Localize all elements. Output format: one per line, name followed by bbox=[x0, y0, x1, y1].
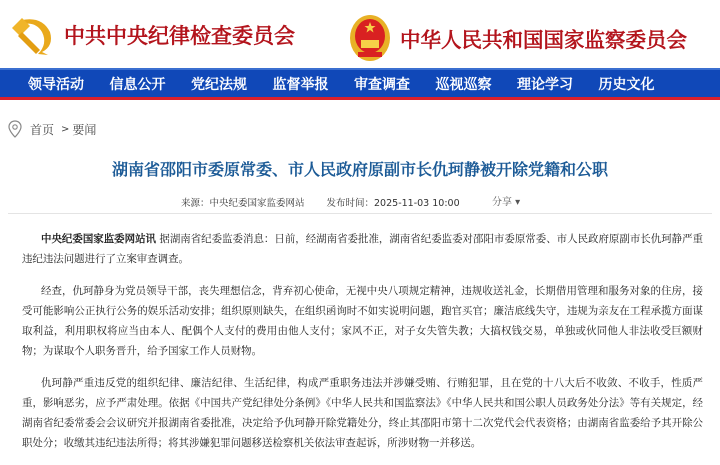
article-time: 发布时间：2025-11-03 10:00 bbox=[326, 198, 460, 209]
org-logo-link-ccdi[interactable] bbox=[8, 14, 295, 56]
paragraph: 经查，仇珂静身为党员领导干部，丧失理想信念，背弃初心使命，无视中央八项规定精神，违规收送礼金，长期借用管理和服务对象的住房，接受可能影响公正执行公务的娱乐活动安排；组织原则缺失，在组织函询时不如实说明问题，跑官买官；廉洁底线失守，违规为亲友在工程承揽方面谋取利益，利用职权将应当由本人、配偶个人支付的费用由他人支付；家风不正，对子女失管失教；大搞权钱交易，单独或伙同他人非法收受巨额财物；为谋取个人职务晋升，给予国家工作人员财物。 bbox=[22, 285, 703, 357]
org-logo-link-nsc[interactable] bbox=[348, 14, 687, 62]
breadcrumb-home[interactable]: 首页 bbox=[30, 122, 55, 137]
article-meta bbox=[181, 195, 460, 209]
nav-item-info-disclosure[interactable]: 信息公开 bbox=[109, 76, 166, 93]
main-nav bbox=[0, 68, 720, 97]
breadcrumb-current[interactable]: 要闻 bbox=[72, 122, 97, 137]
nav-item-leadership[interactable]: 领导活动 bbox=[28, 76, 84, 93]
location-pin-icon bbox=[8, 120, 22, 138]
org-title-nsc: 中华人民共和国国家监察委员会 bbox=[400, 28, 687, 52]
nav-item-regulations[interactable]: 党纪法规 bbox=[191, 76, 247, 93]
divider bbox=[8, 213, 712, 214]
breadcrumb-separator: > bbox=[61, 123, 70, 135]
nav-item-history[interactable]: 历史文化 bbox=[598, 76, 655, 93]
article-body bbox=[22, 229, 703, 465]
lead-source: 中央纪委国家监委网站讯 bbox=[41, 233, 157, 245]
nav-item-inspection[interactable]: 巡视巡察 bbox=[435, 76, 492, 93]
share-dropdown[interactable]: 分享 ▾ bbox=[492, 197, 521, 208]
breadcrumb bbox=[8, 120, 100, 138]
nav-divider bbox=[0, 97, 720, 100]
nav-item-investigation[interactable]: 审查调查 bbox=[354, 76, 410, 93]
nav-item-report[interactable]: 监督举报 bbox=[272, 76, 329, 93]
paragraph bbox=[22, 229, 703, 269]
paragraph: 仇珂静严重违反党的组织纪律、廉洁纪律、生活纪律，构成严重职务违法并涉嫌受贿、行贿犯罪，且在党的十八大后不收敛、不收手，性质严重，影响恶劣，应予严肃处理。依据《中国共产党纪律处分条例》《中华人民共和国监察法》《中华人民共和国公职人员政务处分法》等有关规定，经湖南省纪委常委会会议研究并报湖南省委批准，决定给予仇珂静开除党籍处分，终止其邵阳市第十二次党代会代表资格；由湖南省监委给予其开除公职处分；收缴其违纪违法所得；将其涉嫌犯罪问题移送检察机关依法审查起诉，所涉财物一并移送。 bbox=[22, 377, 703, 449]
party-emblem-icon bbox=[8, 14, 56, 56]
article-title: 湖南省邵阳市委原常委、市人民政府原副市长仇珂静被开除党籍和公职 bbox=[111, 160, 608, 179]
paragraph-text: 据湖南省纪委监委消息：日前，经湖南省委批准，湖南省纪委监委对邵阳市委原常委、市人民政府原副市长仇珂静严重违纪违法问题进行了立案审查调查。 bbox=[22, 233, 704, 265]
national-emblem-icon bbox=[348, 14, 392, 62]
nav-item-theory[interactable]: 理论学习 bbox=[517, 76, 573, 93]
article-source: 来源：中央纪委国家监委网站 bbox=[181, 198, 305, 209]
org-title-ccdi: 中共中央纪律检查委员会 bbox=[64, 23, 295, 48]
site-header bbox=[0, 0, 720, 68]
